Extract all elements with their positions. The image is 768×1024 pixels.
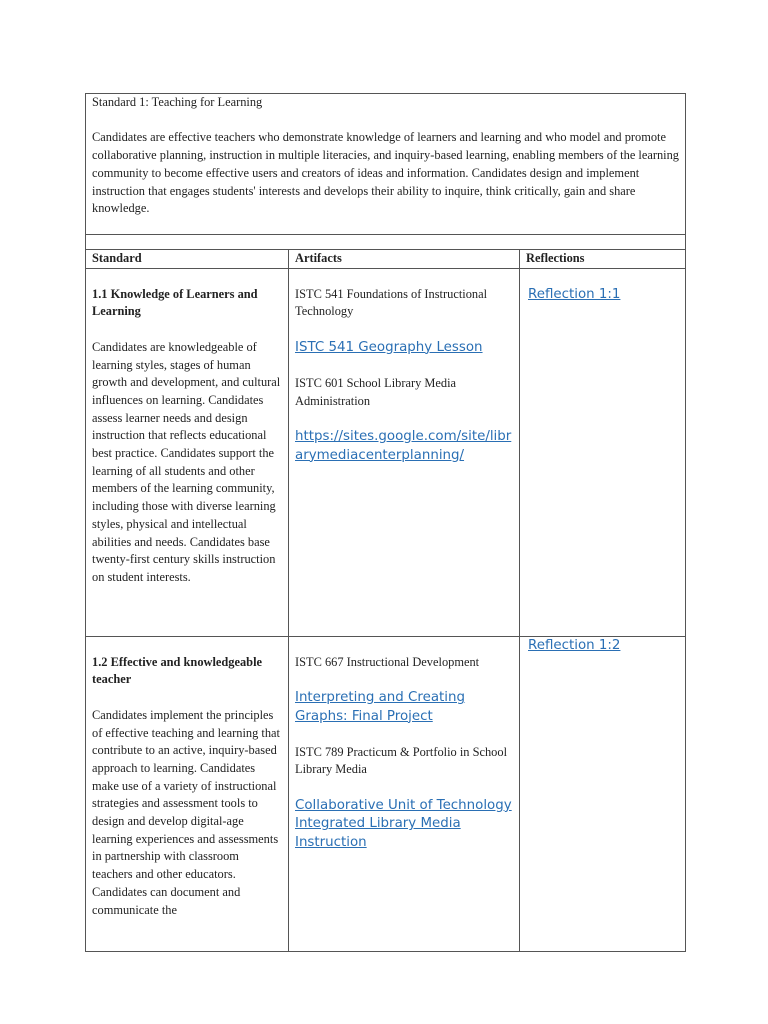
standard-title: 1.1 Knowledge of Learners and Learning [92, 286, 258, 319]
standard-heading: Standard 1: Teaching for Learning [92, 95, 263, 109]
reflection-cell [520, 268, 686, 636]
standard-text: Candidates implement the principles of effective teaching and learning that contribute to an active, inquiry-based approach to learning. Candidates make use of a variety of instructional strategies and assessment tools to design and develop digital-age learning experiences and assessments in partnership with classroom teachers and other educators. Candidates can document and communicate the [92, 707, 280, 917]
header-reflections: Reflections [520, 250, 686, 269]
standard-text: Candidates are knowledgeable of learning styles, stages of human growth and development, and cultural influences on learning. Candidates assess learner needs and design instruction that reflects educational best practice. Candidates support the learning of all students and other members of the learning community, including those with diverse learning styles, physical and intellectual abilities and needs. Candidates base twenty-first century skills instruction on student interests. [92, 339, 281, 584]
standards-table [85, 93, 686, 952]
artifacts-cell [289, 636, 520, 951]
artifact-link-geography-lesson[interactable]: ISTC 541 Geography Lesson [295, 339, 483, 355]
spacer-row [86, 235, 686, 250]
reflection-cell [520, 636, 686, 951]
standard-description: Candidates are effective teachers who demonstrate knowledge of learners and learning and who model and promote collaborative planning, instruction in multiple literacies, and inquiry-based learning, enabling members of the learning community to become effective users and creators of ideas and information. Candidates design and implement instruction that engages students' interests and develops their ability to inquire, think critically, gain and share knowledge. [92, 130, 680, 216]
standard-title: 1.2 Effective and knowledgeable teacher [92, 654, 263, 687]
artifact-course: ISTC 601 School Library Media Administration [295, 375, 457, 408]
standard-cell [86, 636, 289, 951]
artifact-link-library-planning[interactable]: https://sites.google.com/site/librarymediacenterplanning/ [295, 429, 512, 463]
artifact-link-graphs-project[interactable]: Interpreting and Creating Graphs: Final Project [295, 690, 466, 724]
reflection-link-1-1[interactable]: Reflection 1:1 [528, 286, 621, 302]
table-header-row [86, 250, 686, 269]
artifact-course: ISTC 667 Instructional Development [295, 654, 480, 669]
reflection-link-1-2[interactable]: Reflection 1:2 [528, 637, 621, 653]
table-row [86, 636, 686, 951]
table-row [86, 268, 686, 636]
artifact-link-collaborative-unit[interactable]: Collaborative Unit of Technology Integrated Library Media Instruction [295, 797, 512, 850]
artifacts-cell [289, 268, 520, 636]
artifact-course: ISTC 541 Foundations of Instructional Technology [295, 286, 488, 319]
intro-cell [86, 94, 686, 235]
header-standard: Standard [86, 250, 289, 269]
header-artifacts: Artifacts [289, 250, 520, 269]
standard-cell [86, 268, 289, 636]
artifact-course: ISTC 789 Practicum & Portfolio in School Library Media [295, 744, 508, 777]
intro-row [86, 94, 686, 235]
